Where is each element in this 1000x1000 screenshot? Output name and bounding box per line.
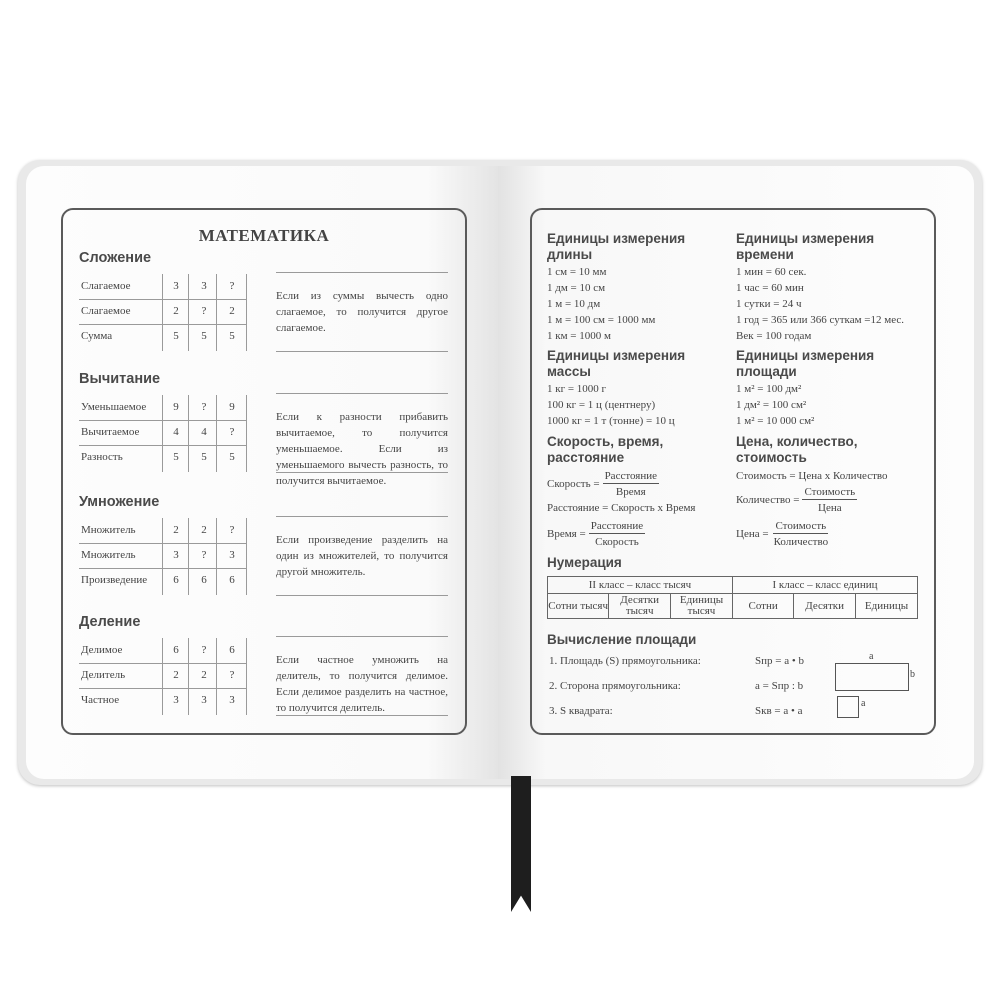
unit-line: 1 час = 60 мин	[736, 282, 804, 294]
table-cell: 3	[173, 280, 179, 292]
table-cell: ?	[229, 524, 235, 536]
table-cell: 5	[173, 451, 179, 463]
area-heading: Единицы измерения площади	[736, 348, 875, 379]
table-row-label: Делимое	[81, 644, 123, 656]
table-row-divider	[79, 420, 246, 421]
table-divider	[162, 638, 163, 715]
section-heading: Сложение	[79, 250, 152, 266]
speed-formula-den: Время	[615, 486, 646, 498]
numeration-column: Сотни	[732, 594, 793, 619]
table-row-divider	[79, 445, 246, 446]
ruled-line	[276, 636, 448, 637]
table-cell: 4	[201, 426, 207, 438]
areacalc-label: 2. Сторона прямоугольника:	[549, 680, 681, 692]
price-formula-den: Количество	[773, 536, 829, 548]
ruled-line	[276, 595, 448, 596]
time-heading: Единицы измерения времени	[736, 231, 875, 262]
square-diagram	[837, 696, 859, 718]
table-divider	[188, 518, 189, 595]
unit-line: 1 м = 100 см = 1000 мм	[547, 314, 656, 326]
unit-line: 1 м² = 10 000 см²	[736, 415, 815, 427]
table-row-label: Слагаемое	[81, 305, 131, 317]
quantity-formula-lhs: Количество =	[736, 494, 800, 506]
speed-formula	[547, 470, 659, 498]
table-row-divider	[79, 324, 246, 325]
table-cell: 4	[173, 426, 179, 438]
unit-line: 1 кг = 1000 г	[547, 383, 607, 395]
table-row-label: Множитель	[81, 549, 136, 561]
unit-line: 1 сутки = 24 ч	[736, 298, 802, 310]
table-row-label: Слагаемое	[81, 280, 131, 292]
table-row-label: Сумма	[81, 330, 113, 342]
time-formula-num: Расстояние	[590, 520, 644, 532]
table-cell: 2	[173, 669, 179, 681]
numeration-column: Десятки	[794, 594, 856, 619]
numeration-heading: Нумерация	[547, 555, 622, 570]
areacalc-formula: a = Sпр : b	[755, 680, 804, 692]
table-cell: ?	[201, 305, 207, 317]
square-side-a: a	[861, 698, 866, 709]
areacalc-formula: Sкв = a • a	[755, 705, 803, 717]
numeration-column: Единицы тысяч	[671, 594, 733, 619]
table-cell: ?	[201, 401, 207, 413]
distance-formula: Расстояние = Скорость х Время	[547, 502, 696, 514]
table-cell: 6	[201, 574, 207, 586]
table-cell: 9	[229, 401, 235, 413]
table-cell: 5	[229, 330, 235, 342]
unit-line: 100 кг = 1 ц (центнеру)	[547, 399, 656, 411]
ruled-line	[276, 351, 448, 352]
table-cell: ?	[229, 426, 235, 438]
quantity-formula	[736, 486, 857, 514]
table-cell: 5	[173, 330, 179, 342]
table-divider	[162, 274, 163, 351]
areacalc-formula: Sпр = a • b	[755, 655, 804, 667]
table-cell: 3	[173, 549, 179, 561]
price-formula	[736, 520, 830, 548]
unit-line: 1 год = 365 или 366 суткам =12 мес.	[736, 314, 905, 326]
unit-line: 1 м² = 100 дм²	[736, 383, 802, 395]
table-row-label: Произведение	[81, 574, 148, 586]
numeration-table	[547, 576, 918, 619]
table-row-label: Частное	[81, 694, 120, 706]
section-heading: Вычитание	[79, 371, 161, 387]
unit-line: 1 дм² = 100 см²	[736, 399, 807, 411]
table-cell: 3	[173, 694, 179, 706]
table-row-divider	[79, 299, 246, 300]
table-cell: 9	[173, 401, 179, 413]
speed-formula-lhs: Скорость =	[547, 478, 600, 490]
unit-line: 1 мин = 60 сек.	[736, 266, 807, 278]
table-cell: 2	[173, 524, 179, 536]
table-divider	[162, 395, 163, 472]
table-row-divider	[79, 568, 246, 569]
table-row-divider	[79, 663, 246, 664]
table-cell: ?	[229, 280, 235, 292]
unit-line: 1 км = 1000 м	[547, 330, 611, 342]
table-cell: 2	[173, 305, 179, 317]
table-divider	[246, 518, 247, 595]
unit-line: 1 см = 10 мм	[547, 266, 607, 278]
table-cell: ?	[201, 549, 207, 561]
table-row-label: Уменьшаемое	[81, 401, 147, 413]
table-cell: 3	[229, 549, 235, 561]
quantity-formula-num: Стоимость	[804, 486, 856, 498]
areacalc-heading: Вычисление площади	[547, 632, 697, 647]
table-divider	[216, 518, 217, 595]
speed-heading: Скорость, время, расстояние	[547, 434, 664, 465]
class1-header: I класс – класс единиц	[732, 577, 917, 594]
time-formula-den: Скорость	[595, 536, 639, 548]
table-row-label: Разность	[81, 451, 123, 463]
numeration-column: Единицы	[856, 594, 918, 619]
section-heading: Умножение	[79, 494, 160, 510]
table-cell: 6	[229, 574, 235, 586]
table-row-divider	[79, 543, 246, 544]
table-cell: 5	[201, 451, 207, 463]
table-cell: 5	[229, 451, 235, 463]
section-description: Если к разности прибавить вычитаемое, то получится уменьшаемое. Если из уменьшаемого вычесть разность, то получится вычитаемое.	[276, 411, 448, 487]
table-cell: 2	[229, 305, 235, 317]
table-cell: 3	[229, 694, 235, 706]
table-cell: 6	[173, 644, 179, 656]
areacalc-label: 3. S квадрата:	[549, 705, 613, 717]
table-row-divider	[79, 688, 246, 689]
table-cell: 6	[173, 574, 179, 586]
section-description: Если произведение разделить на один из множителей, то получится другой множитель.	[276, 534, 448, 578]
ruled-line	[276, 272, 448, 273]
ruled-line	[276, 516, 448, 517]
table-divider	[216, 638, 217, 715]
table-divider	[188, 395, 189, 472]
speed-formula-num: Расстояние	[604, 470, 657, 482]
numeration-column: Десятки тысяч	[609, 594, 671, 619]
mass-heading: Единицы измерения массы	[547, 348, 686, 379]
numeration-column: Сотни тысяч	[548, 594, 609, 619]
areacalc-label: 1. Площадь (S) прямоугольника:	[549, 655, 701, 667]
table-cell: 3	[201, 280, 207, 292]
class2-header: II класс – класс тысяч	[548, 577, 733, 594]
table-divider	[216, 395, 217, 472]
unit-line: 1 дм = 10 см	[547, 282, 606, 294]
table-cell: 2	[201, 524, 207, 536]
table-divider	[162, 518, 163, 595]
ribbon-bookmark	[511, 776, 531, 912]
price-formula-num: Стоимость	[775, 520, 827, 532]
table-cell: 3	[201, 694, 207, 706]
quantity-formula-den: Цена	[818, 502, 842, 514]
unit-line: 1000 кг = 1 т (тонне) = 10 ц	[547, 415, 675, 427]
table-row-label: Множитель	[81, 524, 136, 536]
table-row-label: Делитель	[81, 669, 126, 681]
numeration-columns	[548, 594, 918, 619]
section-description: Если из суммы вычесть одно слагаемое, то получится другое слагаемое.	[276, 290, 448, 334]
table-divider	[246, 638, 247, 715]
table-cell: 2	[201, 669, 207, 681]
time-formula-lhs: Время =	[547, 528, 586, 540]
section-description: Если частное умножить на делитель, то получится делимое. Если делимое разделить на частное, то получится делитель.	[276, 654, 448, 714]
table-divider	[246, 274, 247, 351]
table-divider	[188, 274, 189, 351]
page-title: МАТЕМАТИКА	[198, 226, 330, 245]
ruled-line	[276, 393, 448, 394]
cost-formula: Стоимость = Цена х Количество	[736, 470, 888, 482]
table-cell: 5	[201, 330, 207, 342]
rect-side-a: a	[869, 651, 874, 662]
length-heading: Единицы измерения длины	[547, 231, 686, 262]
rect-side-b: b	[910, 669, 915, 680]
table-cell: 6	[229, 644, 235, 656]
unit-line: Век = 100 годам	[736, 330, 812, 342]
table-divider	[188, 638, 189, 715]
price-heading: Цена, количество, стоимость	[736, 434, 858, 465]
table-divider	[216, 274, 217, 351]
unit-line: 1 м = 10 дм	[547, 298, 601, 310]
table-divider	[246, 395, 247, 472]
table-cell: ?	[201, 644, 207, 656]
price-formula-lhs: Цена =	[736, 528, 769, 540]
table-row-label: Вычитаемое	[81, 426, 140, 438]
time-formula	[547, 520, 645, 548]
section-heading: Деление	[79, 614, 141, 630]
table-cell: ?	[229, 669, 235, 681]
rectangle-diagram	[835, 663, 909, 691]
